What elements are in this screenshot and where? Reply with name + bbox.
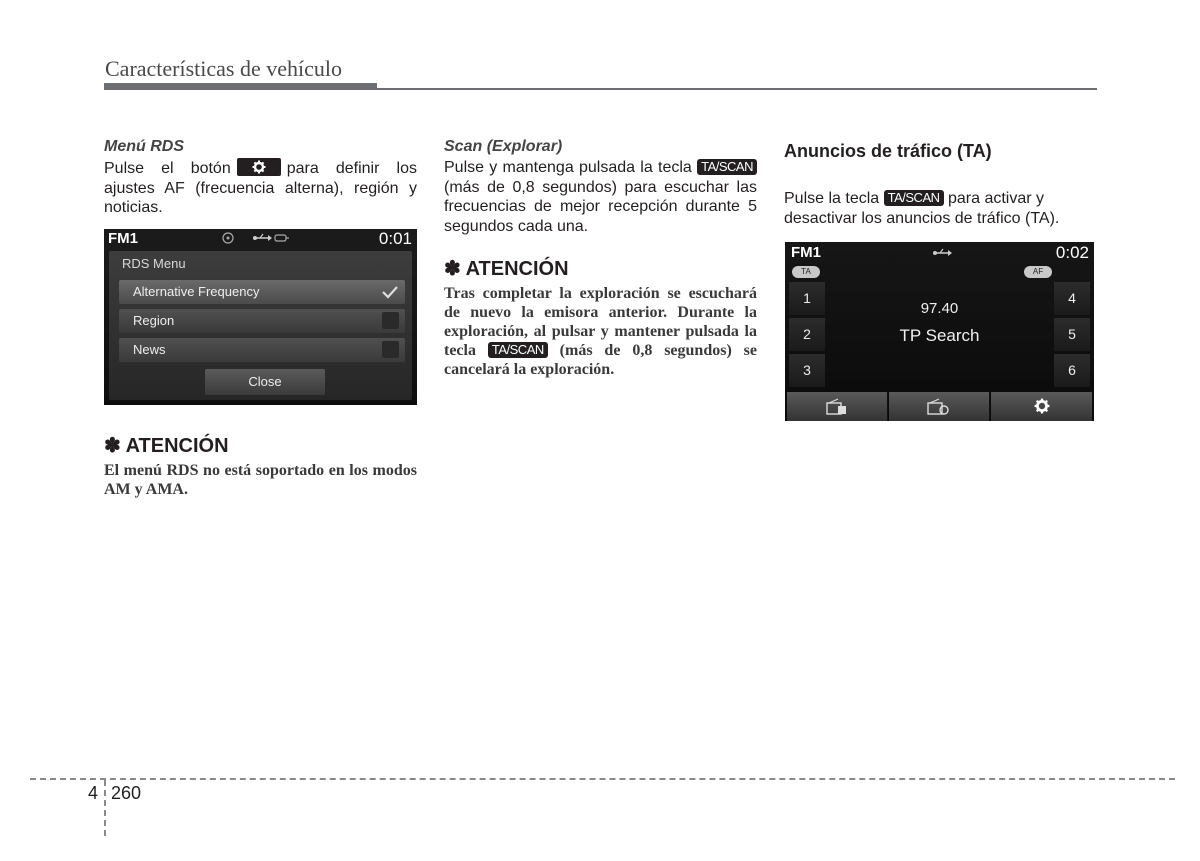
- ta-scan-key: TA/SCAN: [488, 342, 548, 358]
- preset-button-1[interactable]: 1: [789, 282, 825, 315]
- ta-scan-key: TA/SCAN: [884, 190, 944, 206]
- close-button[interactable]: Close: [205, 369, 325, 395]
- rds-item-label: News: [133, 342, 166, 357]
- ta-indicator: TA: [792, 266, 820, 278]
- text-segment: Pulse la tecla: [784, 190, 880, 207]
- text-segment: para definir los ajustes AF (frecuencia alterna), región y noticias.: [104, 160, 417, 216]
- attention-rds: [104, 433, 417, 499]
- radio-list-icon: [825, 398, 849, 416]
- attention-title: ✽ ATENCIÓN: [104, 435, 229, 457]
- text-segment: Pulse y mantenga pulsada la tecla: [444, 159, 692, 176]
- rds-item-alternative-frequency[interactable]: [119, 280, 405, 304]
- text-segment: (más de 0,8 segundos) para escuchar las frecuencias de mejor recepción durante 5 segundos cada una.: [444, 178, 757, 235]
- paragraph-scan: [444, 158, 757, 236]
- bottom-toolbar: [785, 392, 1094, 421]
- rds-item-region[interactable]: [119, 309, 405, 333]
- section-title-ta: Anuncios de tráfico (TA): [784, 141, 992, 161]
- page-header-title: Características de vehículo: [105, 56, 343, 81]
- text-segment: para activar y desactivar los anuncios de tráfico (TA).: [784, 190, 1060, 227]
- aux-icon: [275, 235, 289, 241]
- usb-icon: [933, 248, 953, 258]
- checkbox-unchecked[interactable]: [382, 312, 399, 329]
- frequency-display: 97.40: [920, 300, 959, 317]
- subhead-scan: Scan (Explorar): [444, 138, 563, 155]
- gear-icon: [252, 160, 266, 174]
- gear-icon: [1034, 398, 1050, 414]
- disc-icon: [223, 233, 233, 243]
- setup-button-graphic: [237, 158, 281, 176]
- usb-icon: [253, 234, 272, 241]
- column-rds-menu: [104, 138, 417, 218]
- rds-item-news[interactable]: [119, 338, 405, 362]
- status-icons: [222, 231, 292, 249]
- rds-item-label: Alternative Frequency: [133, 284, 260, 299]
- radio-list-button[interactable]: [787, 392, 888, 421]
- tp-search-status: TP Search: [899, 326, 980, 345]
- text-segment: Tras completar la exploración se escuchará de nuevo la emisora anterior. Durante la exploración, al pulsar y mantener pulsada la tecla: [444, 285, 757, 359]
- tp-search-screen: [785, 242, 1094, 421]
- text-segment: (más de 0,8 segundos) se cancelará la exploración.: [444, 342, 757, 378]
- rds-menu-panel: [109, 251, 412, 400]
- header-rule-thin: [104, 88, 1097, 90]
- status-bar: [104, 229, 417, 249]
- attention-text: El menú RDS no está soportado en los modos AM y AMA.: [104, 462, 417, 498]
- page-number: 260: [111, 783, 142, 803]
- preset-button-6[interactable]: 6: [1054, 354, 1090, 387]
- paragraph-ta: [784, 189, 1094, 228]
- attention-title: ✽ ATENCIÓN: [444, 258, 569, 280]
- chapter-number: 4: [88, 783, 99, 803]
- preset-button-5[interactable]: 5: [1054, 318, 1090, 351]
- column-scan: [444, 138, 757, 379]
- settings-button[interactable]: [991, 392, 1092, 421]
- preset-button-2[interactable]: 2: [789, 318, 825, 351]
- rds-item-label: Region: [133, 313, 175, 328]
- band-label: FM1: [108, 230, 138, 247]
- subhead-rds-menu: Menú RDS: [104, 138, 184, 155]
- clock: 0:02: [1055, 243, 1089, 262]
- af-indicator: AF: [1024, 266, 1052, 278]
- rds-menu-screen: [104, 229, 417, 405]
- ta-scan-key: TA/SCAN: [697, 159, 757, 175]
- band-label: FM1: [791, 244, 821, 261]
- radio-scan-icon: [926, 398, 952, 416]
- rds-menu-title: RDS Menu: [122, 256, 186, 271]
- radio-scan-button[interactable]: [889, 392, 990, 421]
- checkbox-unchecked[interactable]: [382, 341, 399, 358]
- checkmark-icon: [381, 284, 399, 300]
- clock: 0:01: [378, 229, 412, 248]
- text-segment: Pulse el botón: [104, 160, 231, 177]
- preset-button-3[interactable]: 3: [789, 354, 825, 387]
- footer-rule: [30, 778, 1175, 780]
- paragraph-rds-menu: [104, 158, 417, 218]
- preset-button-4[interactable]: 4: [1054, 282, 1090, 315]
- footer-vertical-rule: [104, 780, 106, 836]
- column-traffic-announcements: [784, 138, 1094, 228]
- attention-text: [444, 284, 757, 379]
